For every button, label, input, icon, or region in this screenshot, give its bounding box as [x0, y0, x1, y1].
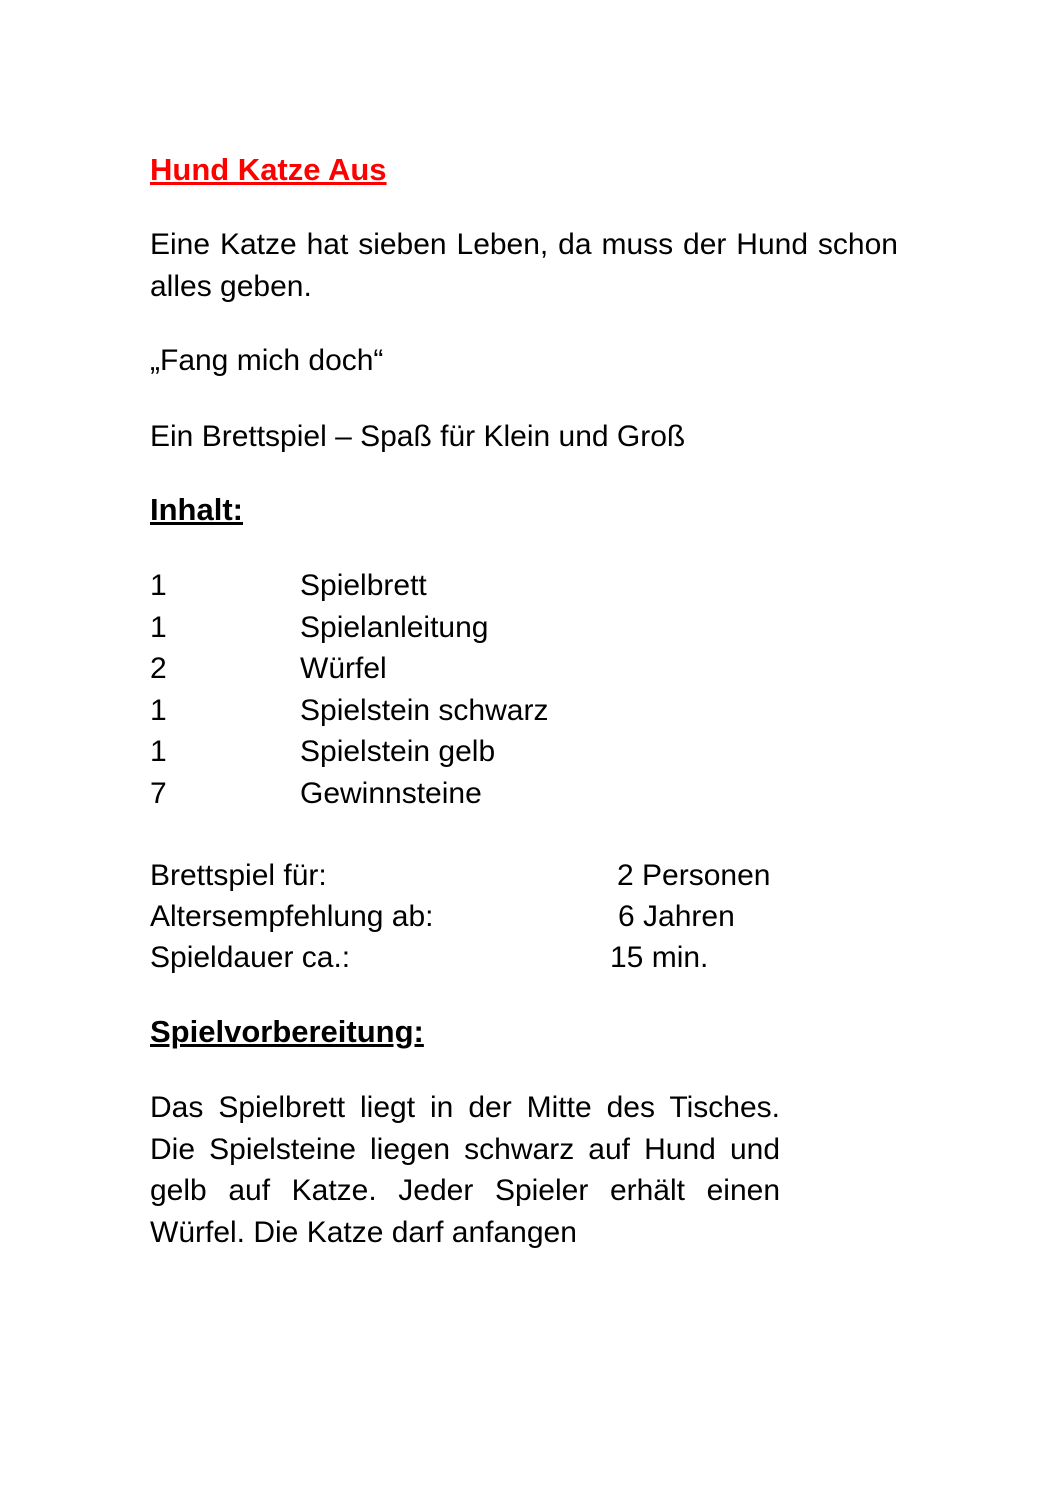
list-item — [150, 731, 548, 773]
tagline-text: Ein Brettspiel – Spaß für Klein und Groß — [150, 420, 686, 453]
document-page — [150, 0, 910, 1500]
preparation-text: Das Spielbrett liegt in der Mitte des Tisches. Die Spielsteine liegen schwarz auf Hund und gelb auf Katze. Jeder Spieler erhält einen Würfel. Die Katze darf anfangen — [150, 1091, 780, 1249]
item-name: Gewinnsteine — [300, 776, 482, 810]
item-quantity: 1 — [150, 735, 167, 768]
list-item — [150, 648, 548, 690]
fact-label: Altersempfehlung ab: — [150, 900, 434, 933]
game-facts — [150, 855, 850, 978]
item-quantity: 1 — [150, 569, 167, 602]
contents-list — [150, 565, 548, 814]
item-name: Spielstein gelb — [300, 735, 496, 768]
item-name: Spielanleitung — [300, 610, 489, 644]
item-name: Spielstein schwarz — [300, 693, 549, 727]
item-quantity: 7 — [150, 776, 167, 810]
intro-text: Eine Katze hat sieben Leben, da muss der Hund schon alles geben. — [150, 228, 898, 303]
list-item — [150, 565, 548, 607]
quote-text: „Fang mich doch“ — [150, 344, 384, 377]
item-quantity: 1 — [150, 693, 167, 727]
fact-label: Brettspiel für: — [150, 859, 327, 892]
item-name: Würfel — [300, 652, 387, 685]
preparation-heading: Spielvorbereitung: — [150, 1014, 424, 1049]
fact-row-age — [150, 896, 850, 937]
list-item — [150, 773, 548, 815]
fact-label: Spieldauer ca.: — [150, 941, 351, 974]
item-quantity: 2 — [150, 652, 167, 685]
fact-row-duration — [150, 937, 850, 978]
document-title: Hund Katze Aus — [150, 152, 387, 187]
list-item — [150, 690, 548, 732]
contents-heading: Inhalt: — [150, 492, 243, 527]
fact-value: 2 Personen — [617, 859, 771, 892]
fact-value: 15 min. — [610, 941, 709, 974]
item-quantity: 1 — [150, 610, 167, 644]
item-name: Spielbrett — [300, 569, 427, 602]
list-item — [150, 607, 548, 649]
fact-row-players — [150, 855, 850, 896]
fact-value: 6 Jahren — [618, 900, 735, 933]
